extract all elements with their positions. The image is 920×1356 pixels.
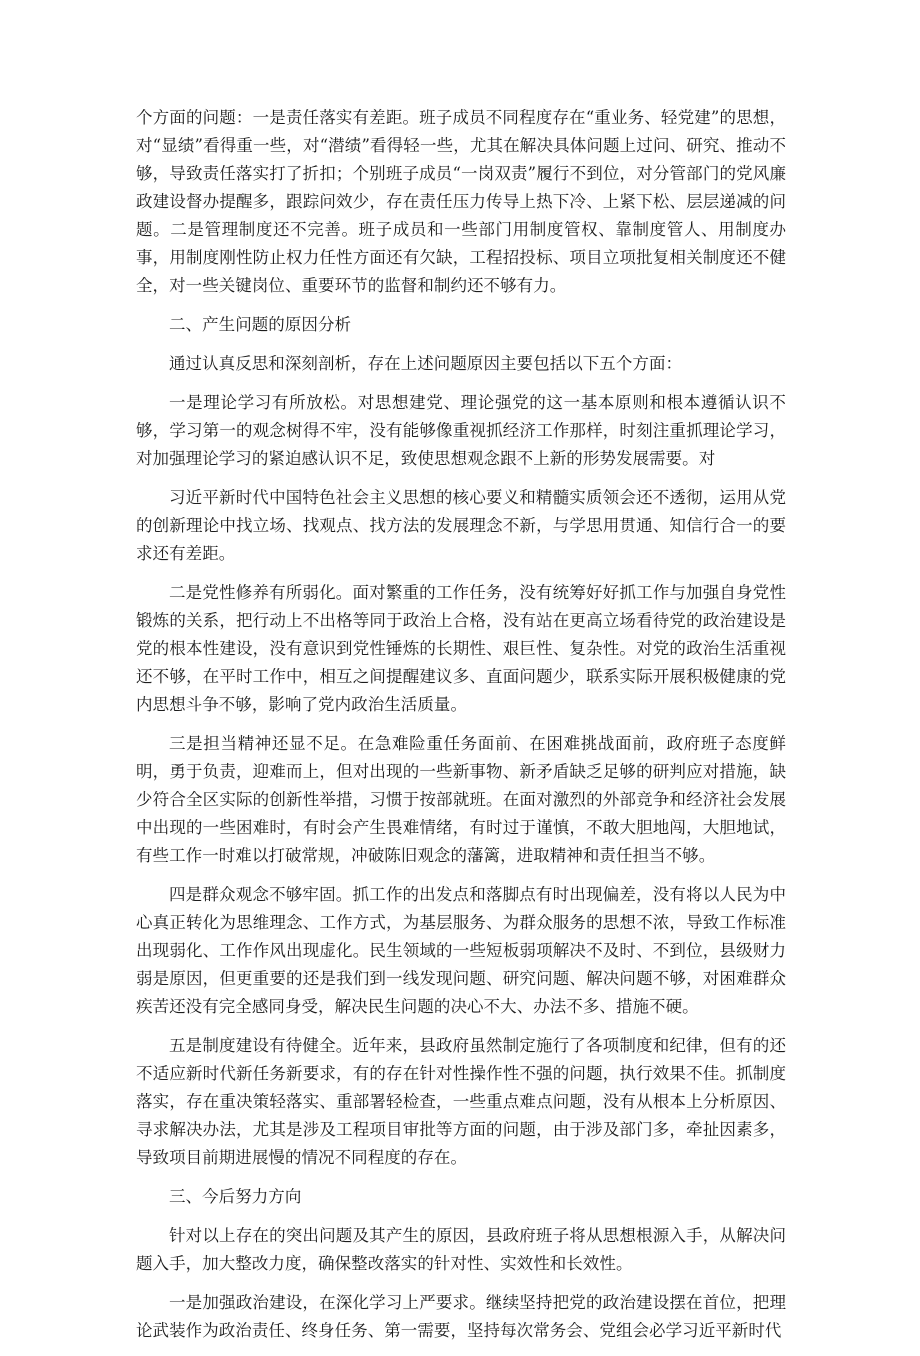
paragraph-cause-party-spirit: 二是党性修养有所弱化。面对繁重的工作任务，没有统筹好好抓工作与加强自身党性锻炼的关系，把行动上不出格等同于政治上合格，没有站在更高立场看待党的政治建设是党的根本性建设，没有意识到党性锤炼的长期性、艰巨性、复杂性。对党的政治生活重视还不够，在平时工作中，相互之间提醒建议多、直面问题少，联系实际开展积极健康的党内思想斗争不够，影响了党内政治生活质量。 (136, 583, 786, 714)
paragraph-cause-responsibility: 三是担当精神还显不足。在急难险重任务面前、在困难挑战面前，政府班子态度鲜明，勇于负责，迎难而上，但对出现的一些新事物、新矛盾缺乏足够的研判应对措施，缺少符合全区实际的创新性举措，习惯于按部就班。在面对激烈的外部竞争和经济社会发展中出现的一些困难时，有时会产生畏难情绪，有时过于谨慎，不敢大胆地闯，大胆地试，有些工作一时难以打破常规，冲破陈旧观念的藩篱，进取精神和责任担当不够。 (136, 734, 786, 865)
paragraph-cause-intro: 通过认真反思和深刻剖析，存在上述问题原因主要包括以下五个方面： (169, 354, 683, 373)
document-page (136, 104, 786, 1356)
paragraph-cause-theory-study: 一是理论学习有所放松。对思想建党、理论强党的这一基本原则和根本遵循认识不够，学习第一的观念树得不牢，没有能够像重视抓经济工作那样，时刻注重抓理论学习，对加强理论学习的紧迫感认识不足，致使思想观念跟不上新的形势发展需要。对 (136, 393, 786, 468)
section-heading-cause-analysis: 二、产生问题的原因分析 (169, 315, 352, 334)
paragraph-cause-theory-study-cont: 习近平新时代中国特色社会主义思想的核心要义和精髓实质领会还不透彻，运用从党的创新理论中找立场、找观点、找方法的发展理念不新，与学思用贯通、知信行合一的要求还有差距。 (136, 488, 786, 563)
paragraph-future-political-building: 一是加强政治建设，在深化学习上严要求。继续坚持把党的政治建设摆在首位，把理论武装作为政治责任、终身任务、第一需要，坚持每次常务会、党组会必学习近平新时代 (136, 1293, 786, 1340)
paragraph-problems-continued: 个方面的问题：一是责任落实有差距。班子成员不同程度存在“重业务、轻党建”的思想，对“显绩”看得重一些，对“潜绩”看得轻一些，尤其在解决具体问题上过问、研究、推动不够，导致责任落实打了折扣；个别班子成员“一岗双责”履行不到位，对分管部门的党风廉政建设督办提醒多，跟踪问效少，存在责任压力传导上热下冷、上紧下松、层层递减的问题。二是管理制度还不完善。班子成员和一些部门用制度管权、靠制度管人、用制度办事，用制度刚性防止权力任性方面还有欠缺，工程招投标、项目立项批复相关制度还不健全，对一些关键岗位、重要环节的监督和制约还不够有力。 (136, 108, 786, 295)
paragraph-cause-mass-line: 四是群众观念不够牢固。抓工作的出发点和落脚点有时出现偏差，没有将以人民为中心真正转化为思维理念、工作方式，为基层服务、为群众服务的思想不浓，导致工作标准出现弱化、工作作风出现虚化。民生领域的一些短板弱项解决不及时、不到位，县级财力弱是原因，但更重要的还是我们到一线发现问题、研究问题、解决问题不够，对困难群众疾苦还没有完全感同身受，解决民生问题的决心不大、办法不多、措施不硬。 (136, 885, 786, 1016)
paragraph-cause-institution: 五是制度建设有待健全。近年来，县政府虽然制定施行了各项制度和纪律，但有的还不适应新时代新任务新要求，有的存在针对性操作性不强的问题，执行效果不佳。抓制度落实，存在重决策轻落实、重部署轻检查，一些重点难点问题，没有从根本上分析原因、寻求解决办法，尤其是涉及工程项目审批等方面的问题，由于涉及部门多，牵扯因素多，导致项目前期进展慢的情况不同程度的存在。 (136, 1036, 786, 1167)
section-heading-future-direction: 三、今后努力方向 (169, 1187, 302, 1206)
paragraph-future-intro: 针对以上存在的突出问题及其产生的原因，县政府班子将从思想根源入手，从解决问题入手，加大整改力度，确保整改落实的针对性、实效性和长效性。 (136, 1226, 786, 1273)
